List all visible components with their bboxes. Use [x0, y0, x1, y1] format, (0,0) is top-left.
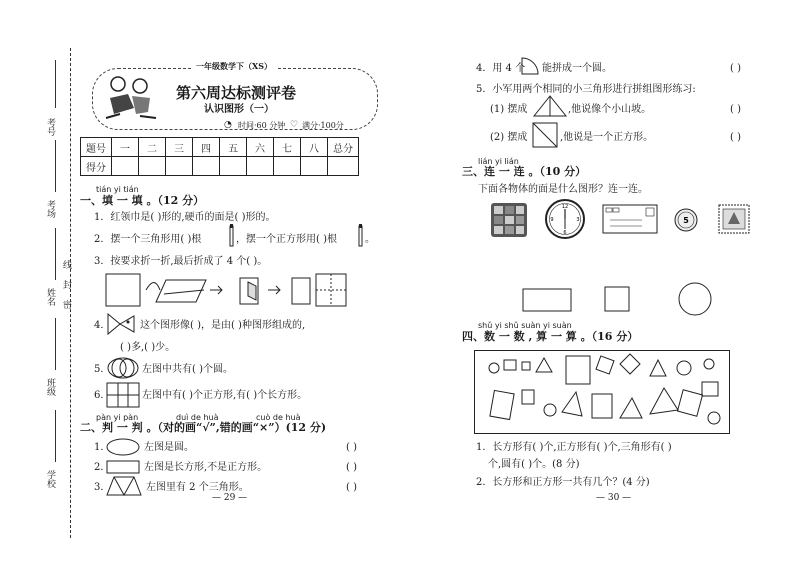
ellipse-figure [106, 438, 140, 456]
margin-label-xuexiao: 学校 [45, 470, 55, 488]
s2-q5: 5．小军用两个相同的小三角形进行拼组图形练习: [476, 84, 696, 95]
score-cell: 二 [139, 138, 166, 157]
s1-q4-num: 4． [94, 320, 111, 331]
s2-q4-num: 4．用 4 个 [476, 63, 526, 74]
score-input[interactable] [328, 157, 359, 176]
s1-q3: 3．按要求折一折,最后折成了 4 个( )。 [94, 256, 268, 267]
s1-q4b: ( )多,( )少。 [120, 342, 176, 353]
s1-heading: 一、填 一 填 。（12 分） [80, 194, 205, 207]
clock-numeral-12: 12 [561, 204, 569, 210]
s2-q5b-answer[interactable]: ( ) [730, 132, 741, 143]
s1-q5: 左图中共有( )个圆。 [142, 364, 233, 375]
match-square [604, 286, 630, 312]
score-input[interactable] [166, 157, 193, 176]
page-number-right: — 30 — [596, 493, 632, 503]
score-input[interactable] [247, 157, 274, 176]
shapes-counting-figure [474, 350, 730, 434]
score-input[interactable] [112, 157, 139, 176]
score-cell: 总分 [328, 138, 359, 157]
folding-diagram [106, 272, 346, 308]
trapezoid-figure [106, 476, 142, 496]
clock-numeral-9: 9 [550, 217, 554, 223]
square-diagonal-figure [532, 122, 558, 148]
circles-figure [106, 356, 140, 380]
s1-q6: 左图中有( )个正方形,有( )个长方形。 [142, 390, 308, 401]
s2-q2: 左图是长方形,不是正方形。 [144, 462, 268, 473]
s1-q5-num: 5． [94, 364, 111, 375]
quarter-circle-icon [520, 56, 540, 76]
s1-q4: 这个图形像( )，是由( )种图形组成的, [140, 320, 306, 331]
score-input[interactable] [139, 157, 166, 176]
s4-q1b: 个,圆有( )个。(8 分) [488, 459, 580, 470]
s2-q2-num: 2． [94, 462, 111, 473]
margin-line [55, 228, 56, 280]
margin-label-xingming: 姓名 [45, 288, 55, 306]
score-label: 满分·100分 [302, 121, 344, 130]
margin-line [55, 60, 56, 108]
page-subtitle: 认识图形（一） [204, 104, 274, 115]
s2-q5a-num: (1) 摆成 [490, 104, 528, 115]
s1-q6-num: 6． [94, 390, 111, 401]
score-cell: 一 [112, 138, 139, 157]
s2-heading: 二、判 一 判 。（对的画“√”,错的画“×”）(12 分) [80, 421, 327, 434]
score-table [80, 137, 359, 176]
s2-q5a: ,他说像个小山坡。 [568, 104, 652, 115]
grid-figure [106, 382, 140, 408]
score-cell: 八 [301, 138, 328, 157]
margin-label-kaochang: 考场 [45, 200, 55, 218]
score-cell: 得分 [81, 157, 112, 176]
clock-icon: ◔ [224, 120, 232, 130]
page-title: 第六周达标测评卷 [176, 84, 297, 102]
s2-q5b-num: (2) 摆成 [490, 132, 528, 143]
margin-line [55, 318, 56, 370]
s2-pinyin-3: cuò de huà [256, 413, 301, 422]
clock-numeral-3: 3 [576, 217, 580, 223]
kids-illustration [100, 74, 160, 120]
s2-q1-answer[interactable]: ( ) [346, 442, 357, 453]
score-cell: 三 [166, 138, 193, 157]
rubiks-cube-picture [490, 202, 528, 238]
s1-q2b: ，摆一个正方形用( )根 [236, 234, 337, 245]
score-input[interactable] [220, 157, 247, 176]
s2-q1-num: 1． [94, 442, 111, 453]
score-cell: 七 [274, 138, 301, 157]
s3-heading: 三、连 一 连 。（10 分） [462, 165, 587, 178]
rectangle-figure [106, 460, 140, 474]
margin-line [55, 410, 56, 462]
s4-heading: 四、数 一 数 , 算 一 算 。（16 分） [462, 330, 639, 343]
s2-q5b: ,他说是一个正方形。 [560, 132, 654, 143]
match-rectangle [522, 288, 572, 312]
clock-numeral-6: 6 [563, 230, 567, 236]
s2-q3-num: 3． [94, 482, 111, 493]
margin-label-feng: 封 [61, 280, 71, 289]
s2-pinyin-1: pàn yi pàn [96, 413, 139, 422]
stick-icon [358, 224, 364, 248]
margin-line [55, 140, 56, 192]
s1-q2c: 。 [365, 234, 375, 245]
s1-q1: 1．红领巾是( )形的,硬币的面是( )形的。 [94, 212, 276, 223]
s2-q5a-answer[interactable]: ( ) [730, 104, 741, 115]
s2-q3-answer[interactable]: ( ) [346, 482, 357, 493]
score-cell: 题号 [81, 138, 112, 157]
score-cell: 六 [247, 138, 274, 157]
book-label: 一年级数学下（XS） [192, 60, 276, 72]
stick-icon [229, 224, 235, 248]
s4-q2: 2．长方形和正方形一共有几个？(4 分) [476, 477, 650, 488]
mountain-figure [532, 94, 568, 118]
score-input[interactable] [193, 157, 220, 176]
s2-q4-answer[interactable]: ( ) [730, 63, 741, 74]
score-cell: 四 [193, 138, 220, 157]
stamp-picture [718, 204, 750, 234]
heart-icon: ♡ [290, 120, 299, 130]
s1-q2a: 2．摆一个三角形用( )根 [94, 234, 202, 245]
s2-pinyin-2: duì de huà [176, 413, 219, 422]
fish-shape [106, 312, 136, 336]
match-circle [678, 282, 712, 316]
score-cell: 五 [220, 138, 247, 157]
s2-q3: 左图里有 2 个三角形。 [146, 482, 249, 493]
margin-label-xian: 线 [61, 260, 71, 269]
s4-q1: 1．长方形有( )个,正方形有( )个,三角形有( ) [476, 442, 672, 453]
s1-pinyin: tián yi tián [96, 185, 139, 194]
margin-label-kaohao: 考号 [45, 118, 55, 136]
margin-label-mi: 密 [61, 300, 71, 309]
page-number-left: — 29 — [212, 493, 248, 503]
s3-desc: 下面各物体的面是什么图形？连一连。 [478, 184, 648, 195]
margin-label-banji: 班级 [45, 378, 55, 396]
svg-text:5: 5 [683, 216, 689, 225]
s2-q2-answer[interactable]: ( ) [346, 462, 357, 473]
time-label: 时间·60 分钟 [238, 121, 286, 130]
s2-q1: 左图是圆。 [144, 442, 194, 453]
score-input[interactable] [274, 157, 301, 176]
binding-line [70, 48, 72, 538]
wall-clock-picture [544, 198, 586, 240]
s4-pinyin: shǔ yi shǔ suàn yi suàn [478, 321, 572, 330]
score-input[interactable] [301, 157, 328, 176]
s2-q4: 能拼成一个圆。 [542, 63, 612, 74]
s3-pinyin: lián yi lián [478, 157, 519, 166]
envelope-picture [602, 204, 658, 234]
coin-picture [674, 208, 698, 232]
